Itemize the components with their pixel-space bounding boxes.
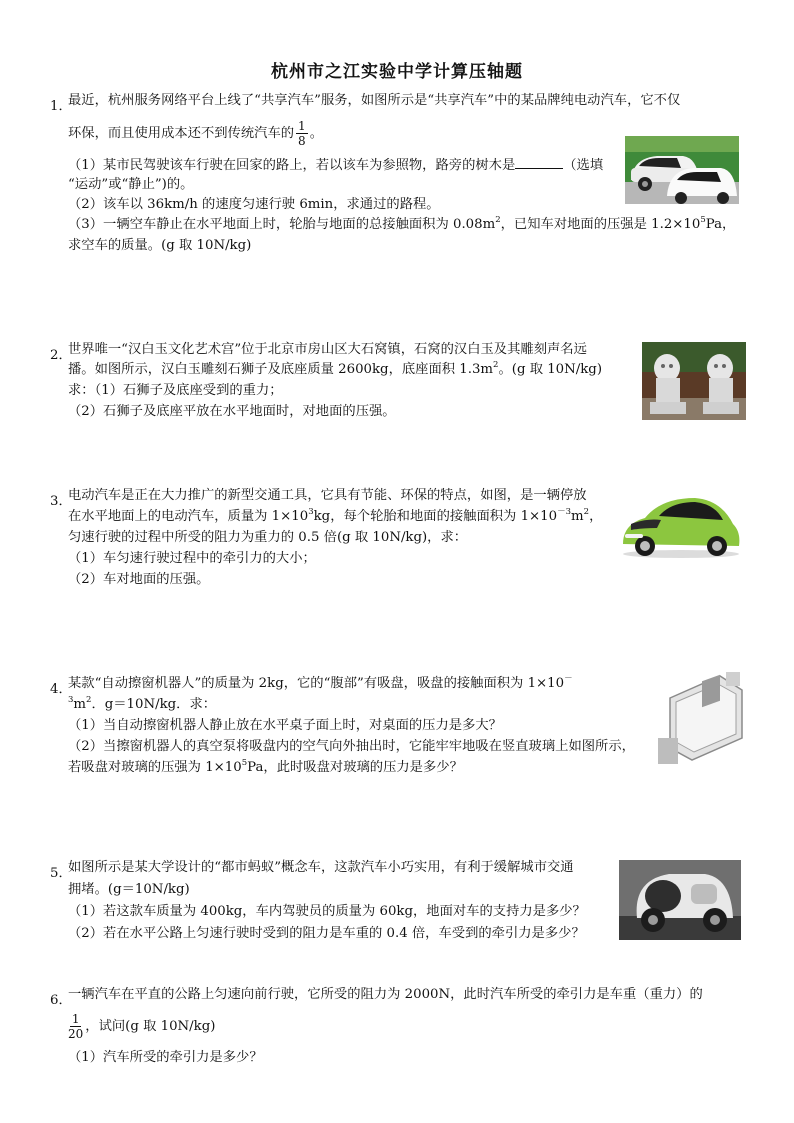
sub-question: “运动”或“静止”)的。 (68, 177, 194, 192)
sub-question: （2）车对地面的压强。 (68, 572, 210, 587)
text-segment: 在水平地面上的电动汽车，质量为 1×10 (68, 509, 309, 524)
text-segment: Pa， (705, 217, 736, 232)
electric-car-image (617, 488, 745, 560)
concept-car-image (619, 860, 741, 940)
sub-question: （1）车匀速行驶过程中的牵引力的大小； (68, 551, 316, 566)
sub-question: （2）若在水平公路上匀速行驶时受到的阻力是车重的 0.4 倍，车受到的牵引力是多少？ (68, 926, 585, 941)
numerator: 1 (71, 1012, 80, 1026)
sub-question: （2）当擦窗机器人的真空泵将吸盘内的空气向外抽出时，它能牢牢地吸在竖直玻璃上如图所示， (68, 739, 635, 754)
text-segment: ，试问(g 取 10N/kg) (85, 1019, 216, 1034)
text-segment: kg，每个轮胎和地面的接触面积为 1×10 (313, 509, 558, 524)
question-number: 3． (50, 494, 72, 509)
shared-car-image (625, 136, 739, 204)
question-number: 1． (50, 99, 72, 114)
superscript: 3 (68, 695, 74, 705)
superscript: 2 (493, 360, 499, 370)
sub-question: （2）石狮子及底座平放在水平地面时，对地面的压强。 (68, 404, 396, 419)
question-text: 电动汽车是正在大力推广的新型交通工具，它具有节能、环保的特点，如图，是一辆停放 (68, 488, 587, 503)
question-text: 如图所示是某大学设计的“都市蚂蚁”概念车，这款汽车小巧实用，有利于缓解城市交通 (68, 860, 574, 875)
window-robot-image (656, 668, 746, 768)
text-segment: ．g＝10N/kg．求： (91, 697, 217, 712)
text-segment: ， (589, 509, 603, 524)
question-number: 5． (50, 866, 72, 881)
question-number: 6． (50, 993, 72, 1008)
sub-question (68, 217, 735, 233)
question-text: 一辆汽车在平直的公路上匀速向前行驶，它所受的阻力为 2000N，此时汽车所受的牵引力是车重（重力）的 (68, 987, 703, 1002)
text-segment: （1）某市民驾驶该车行驶在回家的路上，若以该车为参照物，路旁的树木是 (68, 158, 516, 173)
text-segment: 。 (309, 126, 323, 141)
question-text (68, 119, 323, 148)
question-text (68, 509, 602, 525)
superscript: 3 (308, 507, 314, 517)
answer-blank[interactable] (515, 156, 563, 169)
superscript: 2 (86, 695, 92, 705)
superscript: 2 (495, 215, 501, 225)
question-number: 2． (50, 348, 72, 363)
sub-question: （1）汽车所受的牵引力是多少？ (68, 1050, 263, 1065)
text-segment: m (571, 509, 584, 524)
denominator: 20 (68, 1027, 84, 1041)
sub-question: （2）该车以 36km/h 的速度匀速行驶 6min，求通过的路程。 (68, 197, 440, 212)
question-text (66, 1012, 215, 1041)
text-segment: 环保，而且使用成本还不到传统汽车的 (68, 126, 295, 141)
sub-question: 求空车的质量。(g 取 10N/kg) (68, 238, 252, 253)
fraction (68, 1012, 83, 1041)
text-segment: 某款“自动擦窗机器人”的质量为 2kg，它的“腹部”有吸盘，吸盘的接触面积为 1×10 (68, 676, 565, 691)
superscript: 5 (700, 215, 706, 225)
sub-question (68, 760, 463, 776)
text-segment: Pa，此时吸盘对玻璃的压力是多少？ (247, 760, 463, 775)
text-segment: 若吸盘对玻璃的压强为 1×10 (68, 760, 242, 775)
question-text: 最近，杭州服务网络平台上线了“共享汽车”服务，如图所示是“共享汽车”中的某品牌纯电动汽车，它不仅 (68, 93, 681, 108)
text-segment: m (73, 697, 87, 712)
question-text (68, 697, 216, 713)
text-segment: 播。如图所示，汉白玉雕刻石狮子及底座质量 2600kg，底座面积 1.3m (68, 362, 494, 377)
stone-lion-image (642, 342, 746, 420)
sub-question: （1）若这款车质量为 400kg，车内驾驶员的质量为 60kg，地面对车的支持力是多少？ (68, 904, 586, 919)
numerator: 1 (298, 119, 306, 133)
superscript: 5 (241, 758, 248, 768)
superscript: 2 (583, 507, 590, 517)
text-segment: （3）一辆空车静止在水平地面上时，轮胎与地面的总接触面积为 0.08m (68, 217, 496, 232)
text-segment: 。(g 取 10N/kg) (498, 362, 603, 377)
question-text: 拥堵。(g＝10N/kg) (68, 882, 190, 897)
superscript: －3 (557, 507, 572, 517)
superscript: － (564, 674, 573, 684)
question-number: 4． (50, 682, 72, 697)
question-text (68, 362, 602, 378)
denominator: 8 (298, 134, 306, 148)
question-text: 匀速行驶的过程中所受的阻力为重力的 0.5 倍(g 取 10N/kg)，求： (68, 530, 468, 545)
sub-question: 求：（1）石狮子及底座受到的重力； (68, 383, 283, 398)
sub-question (68, 156, 603, 174)
fraction (296, 119, 308, 148)
question-text: 世界唯一“汉白玉文化艺术宫”位于北京市房山区大石窝镇，石窝的汉白玉及其雕刻声名远 (68, 342, 587, 357)
sub-question: （1）当自动擦窗机器人静止放在水平桌子面上时，对桌面的压力是多大？ (68, 718, 502, 733)
question-text (68, 676, 573, 692)
page-title: 杭州市之江实验中学计算压轴题 (271, 62, 523, 82)
text-segment: ，已知车对地面的压强是 1.2×10 (500, 217, 701, 232)
text-segment: （选填 (563, 158, 604, 173)
